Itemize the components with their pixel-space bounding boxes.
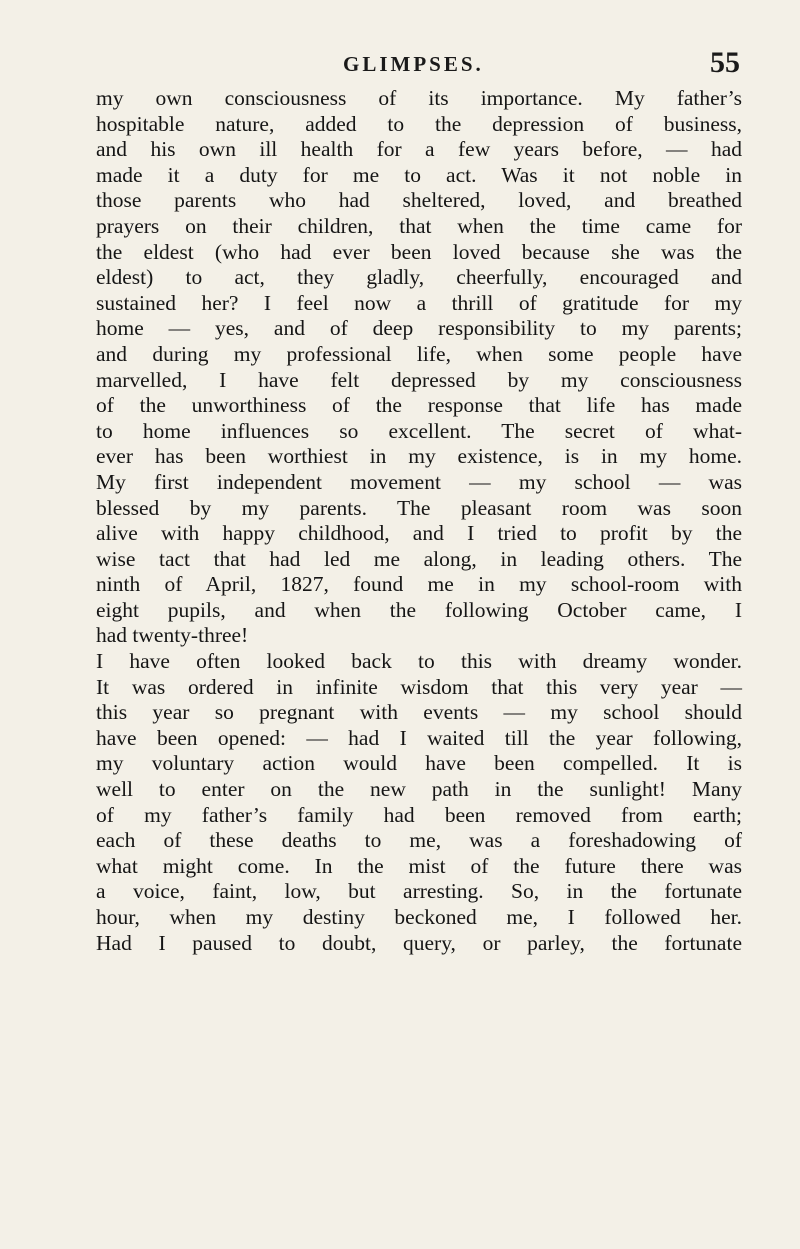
- text-line: each of these deaths to me, was a foreshadowing of: [96, 828, 742, 853]
- text-line: what might come. In the mist of the future there was: [96, 853, 742, 878]
- text-line: wise tact that had led me along, in leading others. The: [96, 546, 742, 571]
- text-line: those parents who had sheltered, loved, and breathed: [96, 188, 742, 213]
- text-line: hospitable nature, added to the depression of business,: [96, 111, 742, 136]
- text-line: marvelled, I have felt depressed by my consciousness: [96, 367, 742, 392]
- text-line: home — yes, and of deep responsibility to my parents;: [96, 316, 742, 341]
- running-head: [98, 46, 740, 86]
- text-line: my voluntary action would have been compelled. It is: [96, 751, 742, 776]
- text-line: eldest) to act, they gladly, cheerfully, encouraged and: [96, 265, 742, 290]
- text-line: and his own ill health for a few years before, — had: [96, 137, 742, 162]
- body-text: [96, 86, 742, 956]
- text-line: I have often looked back to this with dreamy wonder.: [96, 649, 742, 674]
- text-line: alive with happy childhood, and I tried to profit by the: [96, 521, 742, 546]
- text-line: my own consciousness of its importance. My father’s: [96, 86, 742, 110]
- text-line: It was ordered in infinite wisdom that this very year —: [96, 674, 742, 699]
- text-line: made it a duty for me to act. Was it not noble in: [96, 162, 742, 187]
- text-line: ever has been worthiest in my existence, is in my home.: [96, 444, 742, 469]
- text-line: Had I paused to doubt, query, or parley, the fortunate: [96, 930, 742, 955]
- text-line: have been opened: — had I waited till the year following,: [96, 725, 742, 750]
- text-line: this year so pregnant with events — my school should: [96, 700, 742, 725]
- text-line: and during my professional life, when some people have: [96, 341, 742, 366]
- text-line: My first independent movement — my school — was: [96, 469, 742, 494]
- text-line: had twenty-three!: [96, 623, 249, 648]
- text-line: sustained her? I feel now a thrill of gratitude for my: [96, 290, 742, 315]
- running-title: GLIMPSES.: [343, 52, 484, 76]
- text-line: of the unworthiness of the response that life has made: [96, 393, 742, 418]
- text-line: hour, when my destiny beckoned me, I followed her.: [96, 905, 742, 929]
- text-line: ninth of April, 1827, found me in my school-room with: [96, 572, 742, 597]
- text-line: to home influences so excellent. The secret of what-: [96, 418, 742, 443]
- text-line: the eldest (who had ever been loved because she was the: [96, 239, 742, 264]
- text-line: prayers on their children, that when the time came for: [96, 213, 742, 238]
- text-line: well to enter on the new path in the sunlight! Many: [96, 777, 742, 802]
- page-number: 55: [710, 46, 740, 79]
- text-line: eight pupils, and when the following October came, I: [96, 597, 742, 622]
- text-line: of my father’s family had been removed from earth;: [96, 802, 742, 827]
- text-line: blessed by my parents. The pleasant room was soon: [96, 495, 742, 520]
- text-line: a voice, faint, low, but arresting. So, in the fortunate: [96, 879, 742, 904]
